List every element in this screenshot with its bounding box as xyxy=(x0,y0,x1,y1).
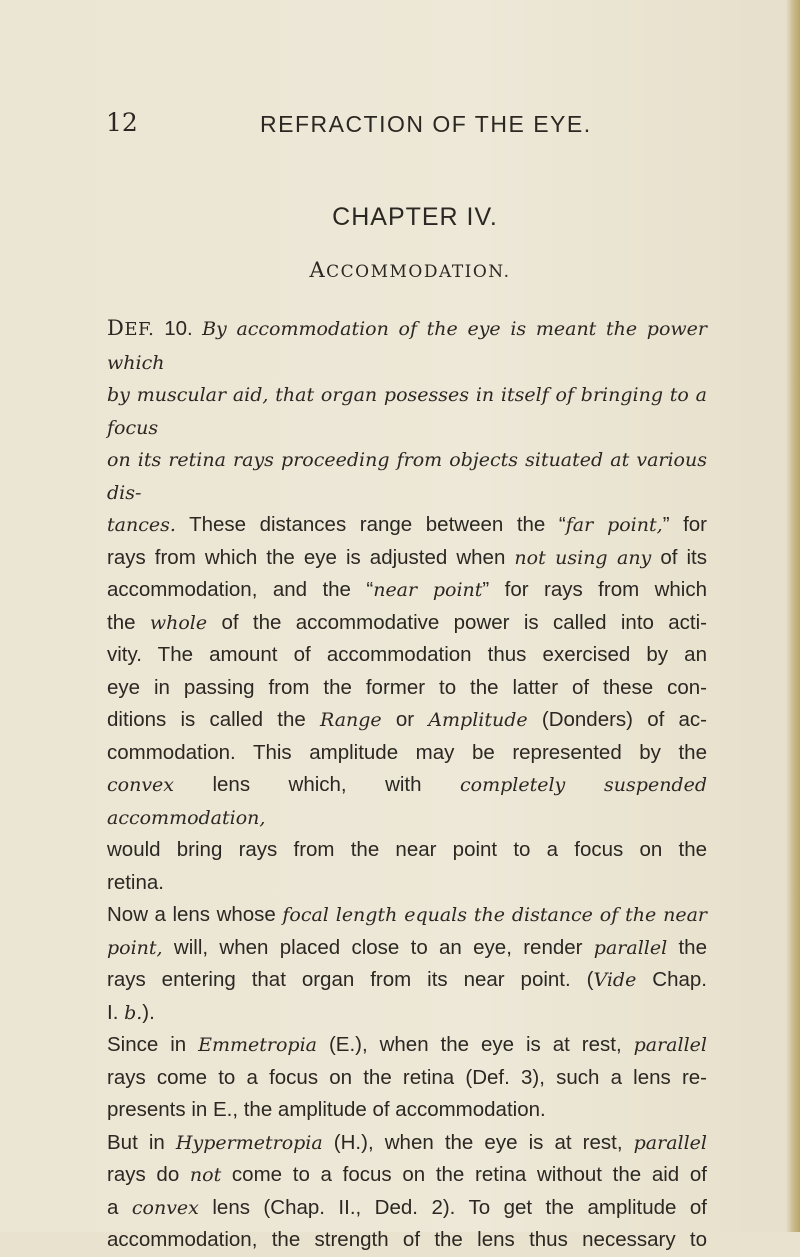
text-segment: (Donders) of ac- xyxy=(527,708,707,731)
text-line xyxy=(107,964,707,997)
text-segment: Now a lens whose xyxy=(107,903,283,926)
text-line xyxy=(107,1029,707,1062)
text-segment: would bring rays from the near point to a focus on the xyxy=(107,838,707,861)
text-segment: ” for rays from which xyxy=(482,578,707,601)
page-number: 12 xyxy=(106,108,138,137)
italic-text: point, xyxy=(107,936,163,959)
italic-text: parallel xyxy=(633,1131,707,1154)
italic-text: convex xyxy=(107,774,175,796)
text-line xyxy=(107,1094,707,1127)
italic-text: Range xyxy=(319,709,382,731)
section-title xyxy=(0,258,800,282)
text-segment: commodation. This amplitude may be represented by the xyxy=(107,740,707,764)
italic-text: tances. xyxy=(107,514,176,536)
italic-text: far point, xyxy=(565,514,663,536)
text-segment: the xyxy=(667,935,707,959)
text-segment: come to a focus on the retina without the aid of xyxy=(221,1163,707,1186)
text-segment: or xyxy=(381,708,429,731)
text-segment: But in xyxy=(107,1130,176,1154)
text-line xyxy=(107,769,707,834)
text-line xyxy=(107,1192,707,1225)
text-line xyxy=(107,444,707,509)
text-segment: of its xyxy=(651,545,707,569)
text-segment: vity. The amount of accommodation thus exercised by an xyxy=(107,643,707,666)
italic-text: whole xyxy=(149,611,208,634)
text-line xyxy=(107,834,707,867)
italic-text: Hypermetropia xyxy=(175,1131,323,1154)
italic-text: not using any xyxy=(514,546,652,569)
text-segment: EF. xyxy=(124,319,165,340)
text-segment: Chap. xyxy=(636,968,707,991)
italic-text: By accommodation of the eye is meant the power which xyxy=(107,318,707,374)
text-line xyxy=(107,672,707,705)
text-line xyxy=(107,899,707,932)
text-segment: Since in xyxy=(107,1033,199,1056)
italic-text: on its retina rays proceeding from objects situated at various dis- xyxy=(107,449,707,504)
text-segment: rays come to a focus on the retina (Def. 3), such a lens re- xyxy=(107,1065,707,1089)
text-segment: 10. xyxy=(164,317,203,340)
text-line xyxy=(107,997,707,1030)
text-segment: accommodation, the strength of the lens thus necessary to xyxy=(107,1228,707,1251)
text-line xyxy=(107,639,707,672)
text-segment: D xyxy=(107,316,125,340)
text-line xyxy=(107,509,707,542)
text-line xyxy=(107,1062,707,1095)
text-segment: These distances range between the “ xyxy=(175,513,566,536)
text-line xyxy=(107,1127,707,1160)
text-segment: of the accommodative power is called into acti- xyxy=(207,610,707,634)
italic-text: Amplitude xyxy=(428,709,528,731)
page-edge-shadow xyxy=(786,0,800,1232)
text-segment: rays do xyxy=(107,1163,190,1186)
text-segment: accommodation, and the “ xyxy=(107,578,374,601)
text-line xyxy=(107,574,707,607)
section-title-rest: CCOMMODATION. xyxy=(326,262,511,282)
text-segment: ). xyxy=(142,1000,155,1024)
chapter-title: CHAPTER IV. xyxy=(332,203,498,231)
italic-text: near point xyxy=(373,579,483,601)
text-segment: lens (Chap. II., Ded. 2). To get the amplitude of xyxy=(198,1195,707,1219)
italic-text: parallel xyxy=(633,1034,707,1056)
text-line xyxy=(107,704,707,737)
text-segment: I. xyxy=(107,1000,125,1024)
text-segment: a xyxy=(107,1195,132,1219)
running-head: REFRACTION OF THE EYE. xyxy=(260,111,592,137)
italic-text: not xyxy=(189,1164,222,1186)
text-segment: ” for xyxy=(662,513,708,536)
body-text xyxy=(107,312,707,1257)
text-segment: the xyxy=(107,610,150,634)
italic-text: by muscular aid, that organ posesses in itself of bringing to a focus xyxy=(107,384,707,439)
text-line xyxy=(107,607,707,640)
italic-text: Vide xyxy=(593,969,637,991)
text-segment: presents in E., the amplitude of accommodation. xyxy=(107,1098,546,1121)
text-segment: (H.), when the eye is at rest, xyxy=(322,1130,634,1154)
italic-text: parallel xyxy=(593,936,668,959)
italic-text: b. xyxy=(124,1001,143,1024)
text-line xyxy=(107,932,707,965)
text-segment: eye in passing from the former to the latter of these con- xyxy=(107,675,707,699)
italic-text: Emmetropia xyxy=(198,1034,317,1056)
text-segment: (E.), when the eye is at rest, xyxy=(317,1033,634,1056)
text-line xyxy=(107,1224,707,1257)
italic-text: completely suspended accommodation, xyxy=(107,774,707,829)
text-segment: will, when placed close to an eye, render xyxy=(162,935,594,959)
text-segment: rays entering that organ from its near point. ( xyxy=(107,968,594,991)
section-title-initial: A xyxy=(309,258,327,282)
italic-text: focal length equals the distance of the near xyxy=(282,904,707,926)
text-line xyxy=(107,1159,707,1192)
text-line xyxy=(107,867,707,900)
text-segment: lens which, with xyxy=(174,773,460,796)
text-line xyxy=(107,312,707,379)
italic-text: convex xyxy=(131,1196,199,1219)
text-line xyxy=(107,737,707,770)
text-segment: retina. xyxy=(107,870,164,894)
text-line xyxy=(107,542,707,575)
text-segment: ditions is called the xyxy=(107,708,320,731)
text-segment: rays from which the eye is adjusted when xyxy=(107,545,515,569)
text-line xyxy=(107,379,707,444)
